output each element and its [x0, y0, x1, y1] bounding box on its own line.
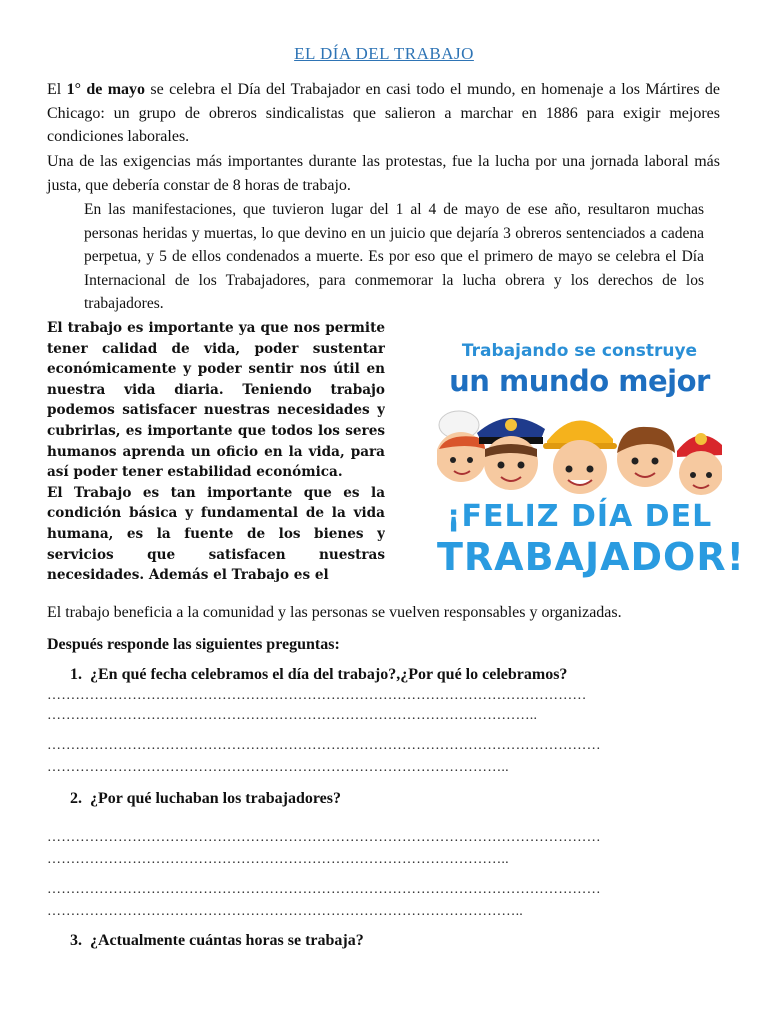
- instructions: Después responde las siguientes preguntas:: [47, 636, 340, 653]
- hardhat-child-icon: [543, 420, 617, 494]
- police-child-icon: [477, 418, 545, 490]
- question-text: ¿Actualmente cuántas horas se trabaja?: [90, 932, 364, 949]
- intro-paragraph-2: Una de las exigencias más importantes durante las protestas, fue la lucha por una jornada laboral más justa, que debería constar de 8 horas de trabajo.: [47, 153, 720, 194]
- answer-line[interactable]: …………………………………………………………………………………………..: [47, 708, 538, 723]
- answer-line[interactable]: ………………………………………………………………………………………..: [47, 904, 523, 919]
- chef-child-icon: [437, 411, 486, 482]
- children-workers-illustration: [437, 405, 722, 497]
- firefighter-child-icon: [677, 433, 722, 495]
- question-1: [70, 666, 567, 684]
- question-text: ¿En qué fecha celebramos el día del trabajo?,¿Por qué lo celebramos?: [90, 666, 568, 683]
- question-text: ¿Por qué luchaban los trabajadores?: [90, 790, 341, 807]
- intro-paragraph-3: En las manifestaciones, que tuvieron lugar del 1 al 4 de mayo de ese año, resultaron muchas personas heridas y muertas, lo que devino en un juicio que dejaría 3 obreros sentenciados a cadena perpetua, y 5 de ellos condenados a muerte. Es por eso que el primero de mayo se celebra el Día Internacional de los Trabajadores, para conmemorar la lucha obrera y los derechos de los trabajadores.: [84, 201, 704, 312]
- question-number: 3.: [70, 932, 82, 949]
- intro-text-rest: se celebra el Día del Trabajador en casi todo el mundo, en homenaje a los Mártires de Chicago: un grupo de obreros sindicalistas que salieron a marchar en 1886 para exigir mejores condiciones laborales.: [47, 81, 721, 145]
- labor-day-poster: [437, 337, 745, 583]
- intro-text-start: El: [47, 81, 67, 98]
- importance-paragraph-2: El Trabajo es tan importante que es la condición básica y fundamental de la vida humana, es la fuente de los bienes y servicios que satisfacen nuestras necesidades. Además el Trabajo es el: [47, 484, 385, 584]
- poster-line-1: Trabajando se construye: [461, 341, 698, 361]
- answer-line[interactable]: ……………………………………………………………………………………..: [47, 760, 509, 775]
- question-3: [70, 932, 364, 950]
- question-number: 2.: [70, 790, 82, 807]
- question-number: 1.: [70, 666, 82, 683]
- intro-paragraph-1: [47, 78, 720, 149]
- importance-paragraph-1: El trabajo es importante ya que nos permite tener calidad de vida, poder sustentar económicamente y poder sentir nos útil en nuestra vida diaria. Teniendo trabajo podemos satisfacer nuestras necesidades y cubrirlas, es importante que todos los seres humanos aprenda un oficio en la vida, para así poder tener estabilidad económica.: [47, 320, 385, 481]
- answer-line[interactable]: ……………………………………………………………………………………..: [47, 852, 509, 867]
- intro-date: 1° de mayo: [66, 81, 146, 98]
- closing-sentence: El trabajo beneficia a la comunidad y las personas se vuelven responsables y organizadas.: [47, 604, 622, 621]
- page-title: EL DÍA DEL TRABAJO: [294, 44, 474, 63]
- answer-line[interactable]: ………………………………………………………………………………………………………: [47, 738, 601, 753]
- importance-column: [47, 318, 385, 592]
- answer-line[interactable]: ………………………………………………………………………………………………………: [47, 882, 601, 897]
- poster-line-3: ¡FELIZ DÍA DEL: [446, 499, 713, 534]
- poster-line-2: un mundo mejor: [449, 364, 710, 398]
- poster-line-4: TRABAJADOR!: [437, 535, 745, 579]
- question-2: [70, 790, 341, 808]
- child-icon: [617, 427, 675, 487]
- answer-line[interactable]: ………………………………………………………………………………………………………: [47, 830, 601, 845]
- answer-line[interactable]: ……………………………………………………………………………………………………: [47, 688, 587, 703]
